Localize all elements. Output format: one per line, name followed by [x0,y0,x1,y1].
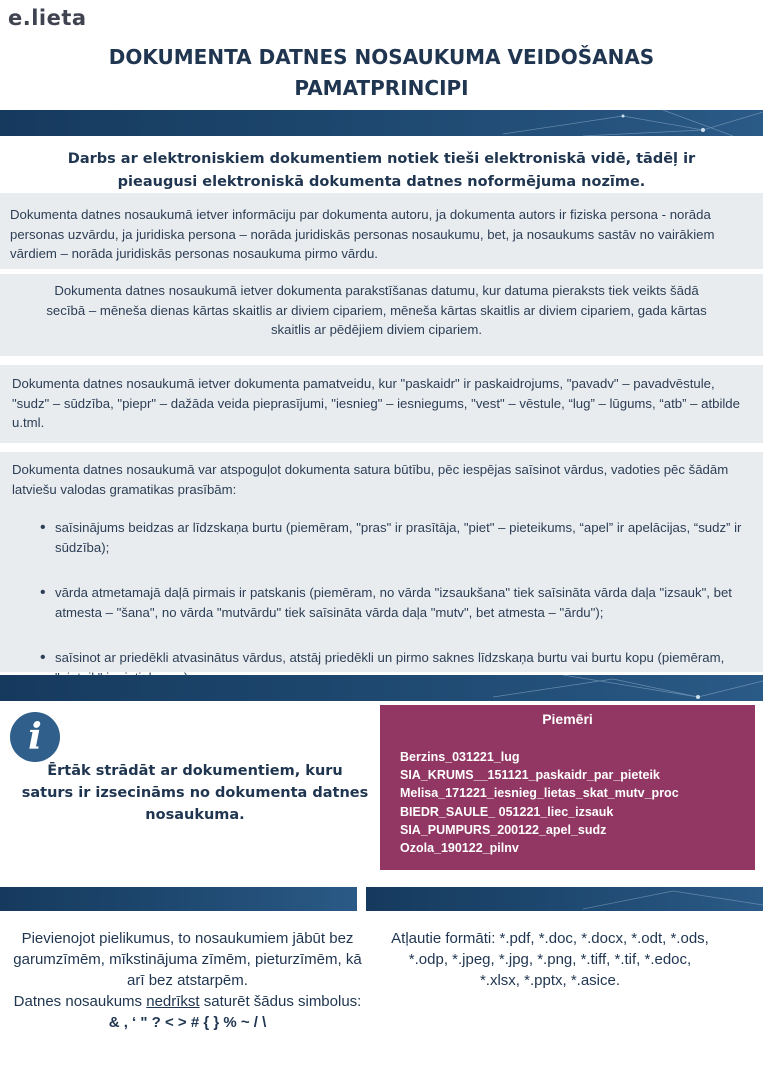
forbidden-line [10,991,365,1033]
forbidden-word: nedrīkst [146,993,200,1010]
grammar-list [0,518,763,687]
rule-box-author [0,193,763,269]
rule-box-date [0,274,763,356]
list-item: • saīsinot ar priedēkli atvasinātus vārdus, atstāj priedēkli un pirmo saknes līdzskaņa burtu vai burtu kopu (piemēram, [0,648,763,687]
example-filename: SIA_PUMPURS_200122_apel_sudz [400,822,607,837]
example-filename: BIEDR_SAULE_ 051221_liec_izsauk [400,804,614,819]
decor-band-middle [0,675,763,701]
example-filename: Melisa_171221_iesnieg_lietas_skat_mutv_proc [400,786,679,801]
example-filename: SIA_KRUMS__151121_paskaidr_par_pieteik [400,768,660,783]
page-title: DOKUMENTA DATNES NOSAUKUMA VEIDOŠANAS PAMATPRINCIPI [108,45,655,100]
example-filename: Ozola_190122_pilnv [400,841,519,856]
examples-list [400,748,679,857]
attachments-rules [10,928,365,1033]
subtitle: Darbs ar elektroniskiem dokumentiem notiek tieši elektroniskā vidē, tādēļ ir pieaugusi elektroniskā dokumenta datnes noformējuma nozīme. [67,151,696,190]
list-item: • vārda atmetamajā daļā pirmais ir patskanis (piemēram, no vārda "izsaukšana" tiek saīsināta vārda daļa "izsauk", bet atmesta – "šana", no vārda "mutvārdu" tiek saīsināta vārda daļa "mutv", bet atmesta – "ārdu"); [0,583,763,622]
network-lines-decoration [463,110,763,136]
forbidden-symbols: & , ‘ " ? < > # { } % ~ / \ [108,1014,267,1031]
decor-band-bottom-left [0,887,357,911]
logo: e.lieta [8,6,87,30]
allowed-formats: Atļautie formāti: *.pdf, *.doc, *.docx, *.odt, *.ods, *.odp, *.jpeg, *.jpg, *.png, *.tiff, *.tif, *.edoc, *.xlsx, *.pptx, *.asice. [391,930,709,989]
tip-text: Ērtāk strādāt ar dokumentiem, kuru saturs ir izsecināms no dokumenta datnes nosaukuma. [21,763,369,823]
list-item: • saīsinājums beidzas ar līdzskaņa burtu (piemēram, "pras" ir prasītāja, "piet" – pieteikums, “apel” ir apelācijas, “sudz” ir sūdzība); [0,518,763,557]
attachments-text: Pievienojot pielikumus, to nosaukumiem jābūt bez garumzīmēm, mīkstinājuma zīmēm, pieturzīmēm, kā arī bez atstarpēm. [13,930,362,989]
example-filename: Berzins_031221_lug [400,750,520,764]
rule-box-type [0,365,763,443]
attachments-text: Datnes nosaukums [13,993,143,1010]
decor-band-top [0,110,763,136]
rule-text: Dokumenta datnes nosaukumā ietver informāciju par dokumenta autoru, ja dokumenta autors ir fiziska persona - norāda personas uzvārdu, ja juridiska persona – norāda juridiskās personas nosaukumu, bet, ja nosaukums sastāv no vairākiem vārdiem – norāda juridiskās personas nosaukuma pirmo vārdu. [10,207,715,261]
info-icon: i [10,712,60,762]
examples-title: Piemēri [542,711,593,727]
rule-box-grammar [0,452,763,672]
examples-box [380,705,755,870]
decor-band-bottom-right [366,887,763,911]
attachments-text: saturēt šādus simbolus: [203,993,362,1010]
grammar-intro: Dokumenta datnes nosaukumā var atspoguļot dokumenta satura būtību, pēc iespējas saīsinot vārdus, vadoties pēc šādām latviešu valodas gramatikas prasībām: [12,462,729,497]
rule-text: Dokumenta datnes nosaukumā ietver dokumenta pamatveidu, kur "paskaidr" ir paskaidrojums, "pavadv" – pavadvēstule, "sudz" – sūdzība, "piepr" – dažāda veida pieprasījumi, "iesnieg" – iesniegums, "vest" – vēstule, “lug” – lūgums, “atb” – atbilde u.tml. [12,376,740,430]
network-lines-decoration [563,887,763,911]
rule-text: Dokumenta datnes nosaukumā ietver dokumenta parakstīšanas datumu, kur datuma pieraksts tiek veikts šādā secībā – mēneša dienas kārtas skaitlis ar diviem cipariem, mēneša kārtas skaitlis ar diviem cipariem, gada kārtas skaitlis ar pēdējiem diviem cipariem. [46,283,707,337]
network-lines-decoration [463,675,763,701]
